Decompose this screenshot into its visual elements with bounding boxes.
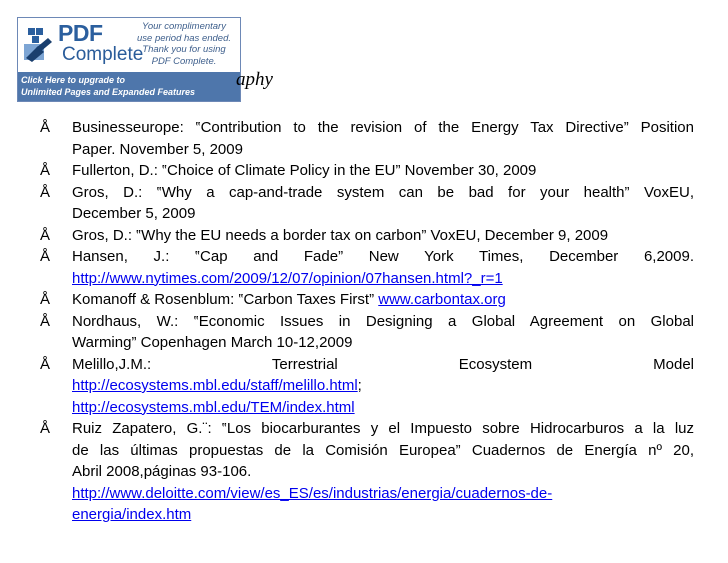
entry-link[interactable]: http://ecosystems.mbl.edu/TEM/index.html — [72, 398, 355, 416]
entry-text: Nordhaus, W.: ‟Economic Issues in Designing a Global Agreement on Global — [72, 312, 694, 330]
bullet: Å — [40, 312, 51, 330]
upgrade-line[interactable]: Click Here to upgrade to — [21, 75, 126, 85]
pdf-complete-banner[interactable] — [17, 17, 241, 102]
entry-text: Fullerton, D.: ‟Choice of Climate Policy in the EU” November 30, 2009 — [72, 162, 537, 179]
entry-text: December 5, 2009 — [72, 205, 196, 222]
upgrade-line[interactable]: Unlimited Pages and Expanded Features — [21, 87, 196, 97]
entry-text: Ruiz Zapatero, G.¨: ‟Los biocarburantes y el Impuesto sobre Hidrocarburos a la luz — [72, 420, 694, 437]
promo-text — [128, 21, 240, 67]
entry-text: Paper. November 5, 2009 — [72, 140, 243, 158]
brand-pdf: PDF — [58, 20, 103, 46]
bullet: Å — [40, 248, 51, 265]
bibliography-list — [40, 117, 694, 526]
upgrade-link[interactable] — [18, 72, 240, 101]
list-item — [40, 311, 694, 354]
entry-text: Businesseurope: ‟Contribution to the revision of the Energy Tax Directive” Position — [72, 119, 694, 136]
entry-text: Melillo,J.M.: Terrestrial Ecosystem Model — [72, 355, 694, 373]
entry-text: Hansen, J.: ‟Cap and Fade” New York Times, December 6,2009. — [72, 248, 694, 265]
bullet: Å — [40, 183, 51, 201]
bullet: Å — [40, 420, 51, 437]
separator: ; — [357, 377, 362, 394]
list-item — [40, 289, 694, 311]
list-item — [40, 160, 694, 182]
entry-text: Gros, D.: ‟Why the EU needs a border tax on carbon” VoxEU, December 9, 2009 — [72, 226, 609, 244]
bullet: Å — [40, 355, 51, 373]
entry-link[interactable]: http://www.nytimes.com/2009/12/07/opinion/07hansen.html?_r=1 — [72, 269, 503, 287]
brand-complete: Complete — [62, 44, 144, 65]
bullet: Å — [40, 162, 51, 179]
banner-top — [18, 18, 240, 72]
list-item — [40, 418, 694, 526]
entry-text: Komanoff & Rosenblum: ‟Carbon Taxes First” — [72, 291, 375, 308]
list-item — [40, 182, 694, 225]
list-item — [40, 117, 694, 160]
list-item — [40, 354, 694, 419]
entry-text: de las últimas propuestas de la Comisión Europea” Cuadernos de Energía nº 20, — [72, 441, 694, 459]
bullet: Å — [40, 119, 51, 136]
list-item — [40, 246, 694, 289]
entry-link[interactable]: www.carbontax.org — [378, 291, 506, 308]
promo-line: use period has ended. — [136, 32, 232, 44]
bullet: Å — [40, 226, 51, 244]
promo-line: Your complimentary — [142, 21, 226, 32]
page-heading: aphy — [236, 69, 273, 90]
bullet: Å — [40, 291, 51, 308]
entry-link[interactable]: http://www.deloitte.com/view/es_ES/es/industrias/energia/cuadernos-de- — [72, 484, 553, 502]
entry-text: Warming” Copenhagen March 10-12,2009 — [72, 334, 353, 351]
list-item — [40, 225, 694, 247]
promo-line: PDF Complete. — [151, 55, 217, 67]
promo-line: Thank you for using — [142, 44, 226, 55]
entry-text: Abril 2008,páginas 93-106. — [72, 463, 252, 480]
pdf-logo-icon — [22, 24, 58, 64]
entry-link[interactable]: http://ecosystems.mbl.edu/staff/melillo.html — [72, 377, 358, 394]
entry-text: Gros, D.: ‟Why a cap-and-trade system can be bad for your health” VoxEU, — [72, 183, 694, 201]
entry-link[interactable]: energia/index.htm — [72, 506, 192, 523]
